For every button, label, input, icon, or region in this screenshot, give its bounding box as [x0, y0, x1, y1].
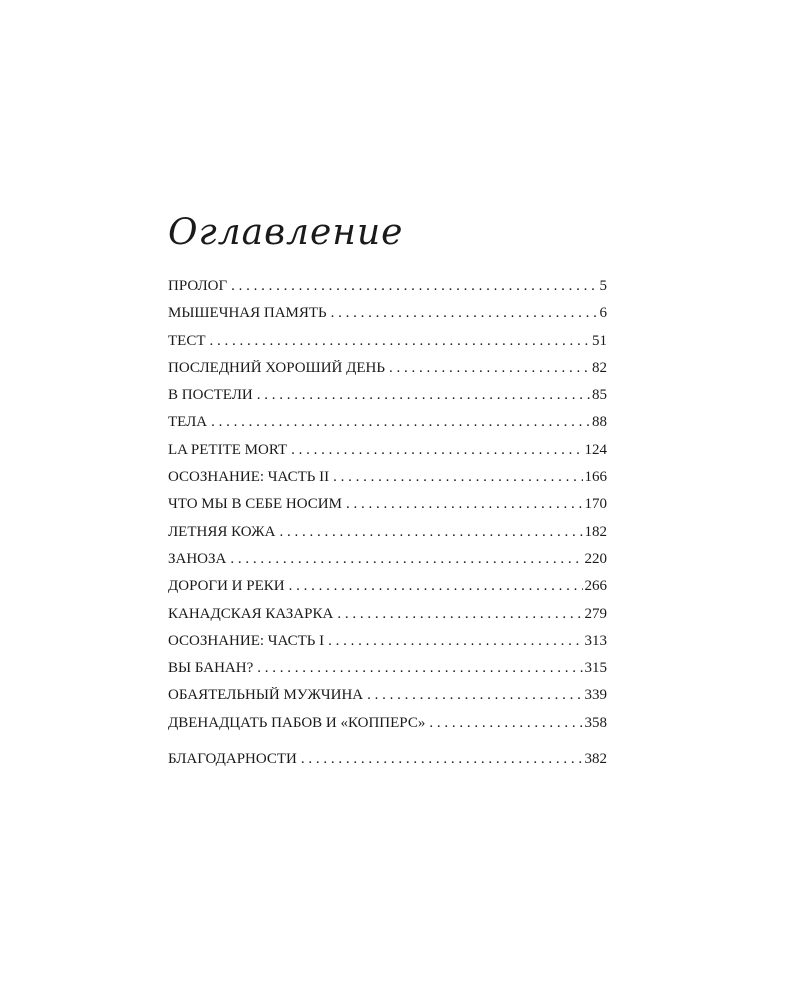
toc-entry — [168, 606, 607, 633]
toc-entry — [168, 524, 607, 551]
toc-leader-dots — [331, 305, 598, 322]
toc-entry — [168, 305, 607, 332]
toc-leader-dots — [291, 442, 582, 459]
toc-entry-page: 6 — [599, 305, 607, 322]
toc-entry-page: 166 — [584, 469, 607, 486]
toc-leader-dots — [367, 687, 582, 704]
toc-entry — [168, 414, 607, 441]
toc-leader-dots — [389, 360, 590, 377]
toc-entry-page: 82 — [592, 359, 607, 376]
toc-leader-dots — [328, 633, 582, 650]
toc-leader-dots — [346, 496, 583, 513]
toc-entry-page: 358 — [584, 714, 607, 731]
toc-leader-dots — [333, 469, 582, 486]
toc-entry-label: LA PETITE MORT — [168, 441, 288, 458]
toc-entry-page: 51 — [592, 332, 607, 349]
toc-entry-label: ТЕСТ — [168, 332, 206, 349]
toc-entry-page: 315 — [584, 660, 607, 677]
toc-entry — [168, 387, 607, 414]
toc-entry-page: 220 — [584, 550, 607, 567]
toc-entry — [168, 687, 607, 714]
toc-leader-dots — [257, 660, 582, 677]
toc-leader-dots — [230, 551, 582, 568]
toc-entry-page: 170 — [584, 496, 607, 513]
toc-entry-label: ЗАНОЗА — [168, 550, 227, 567]
toc-entry-label: ДОРОГИ И РЕКИ — [168, 578, 285, 595]
table-of-contents — [168, 278, 607, 778]
toc-entry — [168, 551, 607, 578]
page-title: Оглавление — [168, 212, 404, 253]
toc-entry-label: ПРОЛОГ — [168, 278, 228, 294]
toc-entry-label: ПОСЛЕДНИЙ ХОРОШИЙ ДЕНЬ — [168, 359, 385, 376]
toc-entry — [168, 751, 607, 778]
toc-entry-label: ЧТО МЫ В СЕБЕ НОСИМ — [168, 496, 342, 513]
toc-entry-page: 88 — [592, 414, 607, 431]
toc-entry-label: ОСОЗНАНИЕ: ЧАСТЬ I — [168, 632, 325, 649]
toc-entry — [168, 715, 607, 742]
toc-entry-page: 124 — [584, 441, 607, 458]
toc-entry-label: ОБАЯТЕЛЬНЫЙ МУЖЧИНА — [168, 687, 364, 704]
toc-leader-dots — [301, 751, 583, 768]
toc-entry-label: ОСОЗНАНИЕ: ЧАСТЬ II — [168, 469, 330, 486]
toc-entry-label: КАНАДСКАЯ КАЗАРКА — [168, 605, 334, 622]
toc-entry — [168, 333, 607, 360]
toc-entry-label: БЛАГОДАРНОСТИ — [168, 751, 297, 768]
toc-entry — [168, 660, 607, 687]
toc-entry-page: 279 — [584, 605, 607, 622]
toc-leader-dots — [210, 333, 591, 350]
toc-entry-page: 182 — [584, 523, 607, 540]
toc-entry-page: 313 — [584, 632, 607, 649]
toc-leader-dots — [429, 715, 582, 732]
toc-entry-page: 85 — [592, 387, 607, 404]
toc-entry — [168, 496, 607, 523]
toc-leader-dots — [289, 578, 583, 595]
toc-leader-dots — [231, 278, 597, 295]
toc-entry — [168, 360, 607, 387]
toc-entry-label: ДВЕНАДЦАТЬ ПАБОВ И «КОППЕРС» — [168, 714, 426, 731]
toc-entry — [168, 442, 607, 469]
toc-entry — [168, 278, 607, 305]
toc-entry — [168, 469, 607, 496]
toc-entry-label: МЫШЕЧНАЯ ПАМЯТЬ — [168, 305, 327, 322]
toc-entry-page: 382 — [584, 751, 607, 768]
toc-leader-dots — [279, 524, 582, 541]
toc-leader-dots — [337, 606, 582, 623]
toc-entry-label: В ПОСТЕЛИ — [168, 387, 253, 404]
toc-leader-dots — [211, 414, 590, 431]
toc-entry-label: ВЫ БАНАН? — [168, 660, 254, 677]
toc-entry — [168, 633, 607, 660]
toc-leader-dots — [257, 387, 590, 404]
toc-entry-label: ТЕЛА — [168, 414, 208, 431]
toc-entry-page: 339 — [584, 687, 607, 704]
toc-entry-page: 266 — [584, 578, 607, 595]
toc-entry — [168, 578, 607, 605]
toc-entry-label: ЛЕТНЯЯ КОЖА — [168, 523, 276, 540]
toc-entry-page: 5 — [599, 278, 607, 294]
